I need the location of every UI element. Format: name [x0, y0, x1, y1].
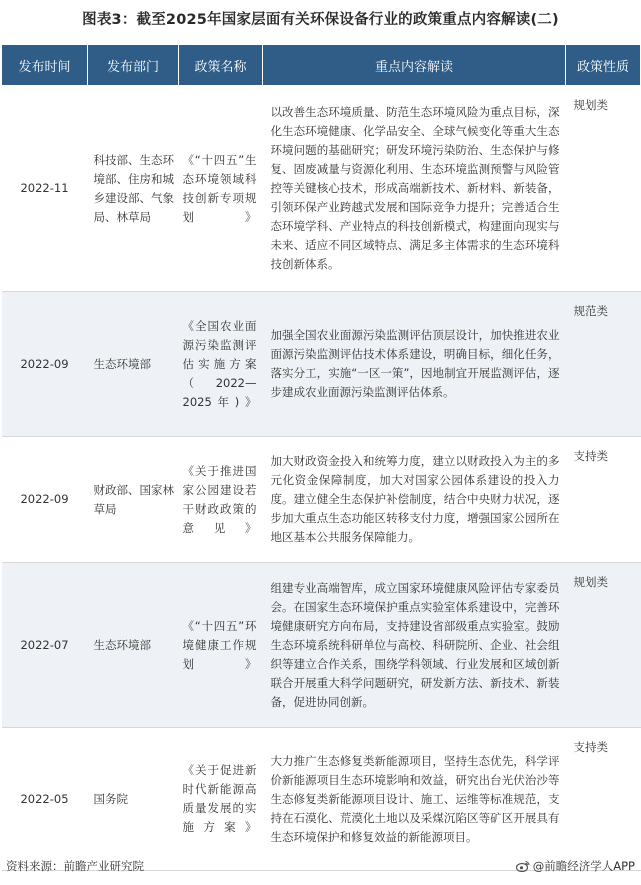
row-dept: 生态环境部 [88, 292, 179, 437]
table-title: 图表3：截至2025年国家层面有关环保设备行业的政策重点内容解读(二) [82, 12, 559, 28]
policy-table [1, 44, 641, 871]
row-policy: 《全国农业面源污染监测评估实施方案（2022—2025年)》 [179, 292, 263, 437]
row-policy: 《“十四五”环境健康工作规划》 [179, 563, 263, 728]
row-date: 2022-09 [2, 292, 88, 437]
brand-credit[interactable] [516, 858, 635, 874]
row-date: 2022-09 [2, 437, 88, 563]
row-policy: 《“十四五”生态环境领域科技创新专项规划》 [179, 86, 263, 292]
header-nature: 政策性质 [566, 45, 641, 86]
table-row [2, 563, 641, 728]
row-dept: 生态环境部 [88, 563, 179, 728]
header-dept: 发布部门 [88, 45, 179, 86]
row-policy: 《关于促进新时代新能源高质量发展的实施方案》 [179, 728, 263, 871]
row-dept: 科技部、生态环境部、住房和城乡建设部、气象局、林草局 [88, 86, 179, 292]
row-nature: 支持类 [566, 728, 641, 871]
row-nature: 规划类 [566, 563, 641, 728]
table-row [2, 292, 641, 437]
footer [0, 858, 641, 880]
row-content: 大力推广生态修复类新能源项目，坚持生态优先，科学评价新能源项目生态环境影响和效益，研究出台光伏治沙等生态修复类新能源项目设计、施工、运维等标准规范，支持在石漠化、荒漠化土地以及采煤沉陷区等矿区开展具有生态环境保护和修复效益的新能源项目。 [263, 728, 566, 871]
table-row [2, 728, 641, 871]
row-content: 加强全国农业面源污染监测评估顶层设计，加快推进农业面源污染监测评估技术体系建设，明确目标，细化任务，落实分工，实施“一区一策”，因地制宜开展监测评估，逐步建成农业面源污染监测评估体系。 [263, 292, 566, 437]
row-date: 2022-11 [2, 86, 88, 292]
row-content: 组建专业高端智库，成立国家环境健康风险评估专家委员会。在国家生态环境保护重点实验室体系建设中，完善环境健康研究方向布局，支持建设省部级重点实验室。鼓励生态环境系统科研单位与高校、科研院所、企业、社会组织等建立合作关系，围绕学科领域、行业发展和区域创新联合开展重大科学问题研究，研发新方法、新技术、新装备，促进协同创新。 [263, 563, 566, 728]
table-row [2, 437, 641, 563]
source-note: 资料来源：前瞻产业研究院 [6, 859, 144, 873]
row-nature: 规范类 [566, 292, 641, 437]
header-content: 重点内容解读 [263, 45, 566, 86]
row-content: 以改善生态环境质量、防范生态环境风险为重点目标，深化生态环境健康、化学品安全、全球气候变化等重大生态环境问题的基础研究；研发环境污染防治、生态保护与修复、固废减量与资源化利用、生态环境监测预警与风险管控等关键核心技术，形成高端新技术、新材料、新装备，引领环保产业跨越式发展和国际竞争力提升；完善适合生态环境学科、产业特点的科技创新模式，构建面向现实与未来、适应不同区域特点、满足多主体需求的生态环境科技创新体系。 [263, 86, 566, 292]
header-row [2, 45, 641, 86]
row-date: 2022-07 [2, 563, 88, 728]
header-policy: 政策名称 [179, 45, 263, 86]
table-row [2, 86, 641, 292]
row-content: 加大财政资金投入和统筹力度，建立以财政投入为主的多元化资金保障制度，加大对国家公园体系建设的投入力度。建立健全生态保护补偿制度，结合中央财力状况，逐步加大重点生态功能区转移支付力度，增强国家公园所在地区基本公共服务保障能力。 [263, 437, 566, 563]
row-date: 2022-05 [2, 728, 88, 871]
brand-label: @前瞻经济学人APP [532, 859, 635, 873]
row-dept: 国务院 [88, 728, 179, 871]
row-policy: 《关于推进国家公园建设若干财政政策的意见》 [179, 437, 263, 563]
header-date: 发布时间 [2, 45, 88, 86]
row-dept: 财政部、国家林草局 [88, 437, 179, 563]
row-nature: 支持类 [566, 437, 641, 563]
row-nature: 规划类 [566, 86, 641, 292]
weibo-icon [516, 860, 530, 872]
